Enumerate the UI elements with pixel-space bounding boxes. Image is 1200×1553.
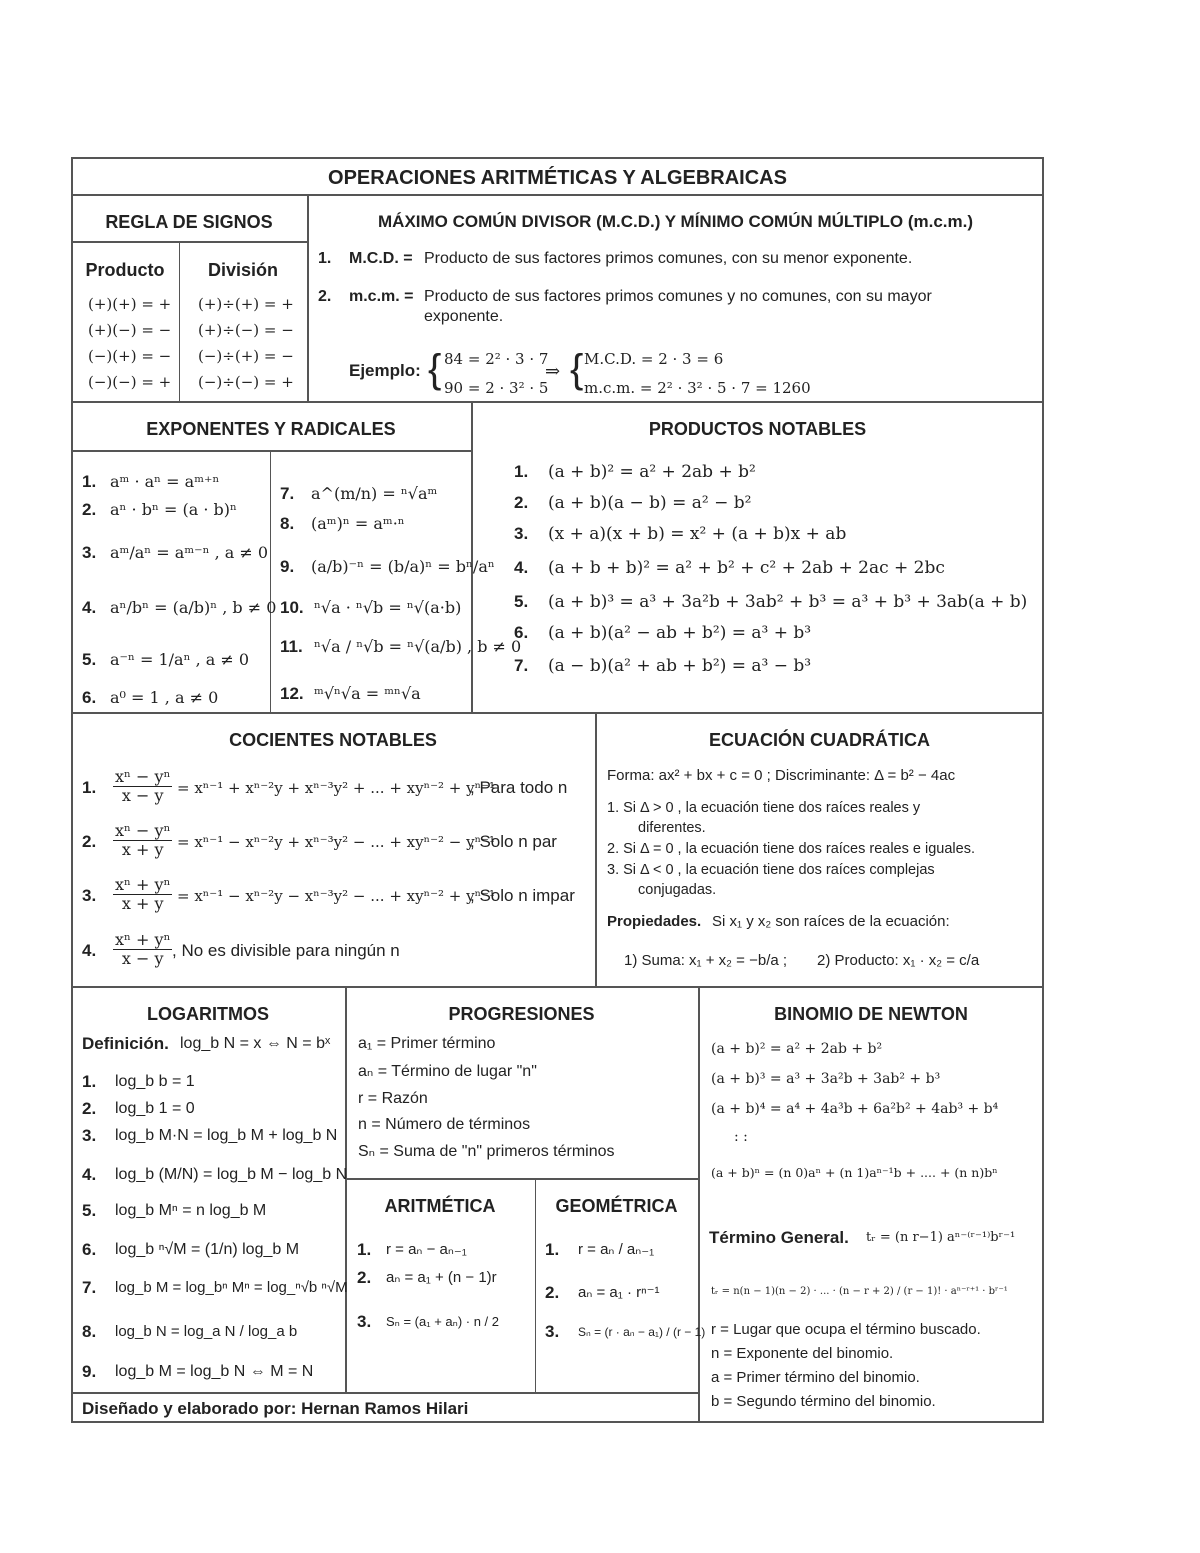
- division-rule: (−)÷(−) = +: [198, 373, 294, 391]
- producto-rule: (−)(−) = +: [88, 373, 172, 391]
- log-rule: log_b Mⁿ = n log_b M: [115, 1202, 267, 1219]
- productos-heading: PRODUCTOS NOTABLES: [648, 419, 867, 439]
- exp-num: 4.: [82, 598, 97, 617]
- cuad-caso: 3. Si Δ < 0 , la ecuación tiene dos raíces complejas: [607, 862, 935, 878]
- brace-right: {: [570, 347, 584, 391]
- coc-numerator: xⁿ + yⁿ: [115, 875, 171, 894]
- page-title: OPERACIONES ARITMÉTICAS Y ALGEBRAICAS: [328, 167, 787, 189]
- producto-heading: Producto: [85, 260, 165, 280]
- bin-formula: : :: [734, 1129, 748, 1145]
- mcm-text: Producto de sus factores primos comunes y no comunes, con su mayor: [424, 288, 932, 305]
- prog-def: a₁ = Primer término: [358, 1035, 496, 1052]
- bin-legend: b = Segundo término del binomio.: [711, 1393, 936, 1410]
- arit-num: 2.: [357, 1268, 372, 1287]
- coc-rhs: = xⁿ⁻¹ − xⁿ⁻²y − xⁿ⁻³y² − ... + xyⁿ⁻² + yⁿ⁻¹: [177, 887, 496, 905]
- coc-denominator: x + y: [121, 840, 164, 859]
- exp-num: 10.: [280, 598, 304, 617]
- log-rule: log_b N = log_a N / log_a b: [115, 1323, 298, 1340]
- exp-rule: ⁿ√a / ⁿ√b = ⁿ√(a/b) , b ≠ 0: [314, 637, 522, 656]
- log-num: 7.: [82, 1278, 97, 1297]
- prod-formula: (x + a)(x + b) = x² + (a + b)x + ab: [548, 524, 847, 544]
- log-num: 4.: [82, 1165, 97, 1184]
- divider: [71, 450, 471, 452]
- coc-numerator: xⁿ − yⁿ: [115, 767, 171, 786]
- bin-legend: r = Lugar que ocupa el término buscado.: [711, 1321, 981, 1338]
- cuad-caso: 1. Si Δ > 0 , la ecuación tiene dos raíces reales y: [607, 800, 921, 816]
- ejemplo-90: 90 = 2 · 3² · 5: [444, 379, 549, 397]
- coc-fraction: [113, 931, 172, 968]
- log-rule: log_b M = log_b N ⇔ M = N: [115, 1363, 314, 1380]
- exp-rule: a^(m/n) = ⁿ√aᵐ: [311, 484, 438, 503]
- prod-num: 5.: [514, 592, 529, 611]
- log-num: 1.: [82, 1072, 97, 1091]
- prod-formula: (a + b)(a² − ab + b²) = a³ + b³: [548, 623, 812, 643]
- divider: [71, 1392, 698, 1394]
- binomio-heading: BINOMIO DE NEWTON: [774, 1004, 968, 1024]
- exp-num: 12.: [280, 684, 304, 703]
- coc-denominator: x − y: [121, 786, 164, 805]
- prod-num: 1.: [514, 462, 529, 481]
- divider: [270, 450, 271, 712]
- cuad-propiedades-text: Si x₁ y x₂ son raíces de la ecuación:: [712, 913, 950, 930]
- progresiones-heading: PROGRESIONES: [448, 1004, 595, 1024]
- prog-def: Sₙ = Suma de "n" primeros términos: [358, 1143, 615, 1160]
- cuad-forma: Forma: ax² + bx + c = 0 ; Discriminante: Δ = b² − 4ac: [607, 767, 956, 784]
- exp-num: 3.: [82, 543, 97, 562]
- log-num: 3.: [82, 1126, 97, 1145]
- coc-num: 2.: [82, 832, 97, 851]
- exp-rule: a⁻ⁿ = 1/aⁿ , a ≠ 0: [110, 650, 250, 669]
- termino-r-formula: tᵣ = n(n − 1)(n − 2) · ... · (n − r + 2) / (r − 1)! · aⁿ⁻ʳ⁺¹ · bʳ⁻¹: [711, 1286, 1008, 1297]
- exp-num: 2.: [82, 500, 97, 519]
- prod-formula: (a + b)² = a² + 2ab + b²: [548, 462, 756, 482]
- bin-legend: n = Exponente del binomio.: [711, 1345, 894, 1362]
- exp-rule: ᵐ√ⁿ√a = ᵐⁿ√a: [314, 684, 421, 703]
- coc-fraction: [113, 876, 172, 913]
- log-rule: log_b 1 = 0: [115, 1100, 195, 1117]
- exp-num: 1.: [82, 472, 97, 491]
- log-num: 5.: [82, 1201, 97, 1220]
- log-num: 8.: [82, 1322, 97, 1341]
- mcd-heading: MÁXIMO COMÚN DIVISOR (M.C.D.) Y MÍNIMO COMÚN MÚLTIPLO (m.c.m.): [378, 212, 973, 231]
- division-heading: División: [207, 260, 278, 280]
- geo-num: 2.: [545, 1283, 560, 1302]
- ejemplo-label: Ejemplo:: [349, 361, 421, 380]
- exp-rule: aᵐ · aⁿ = aᵐ⁺ⁿ: [110, 472, 220, 491]
- implies-arrow: ⇒: [545, 361, 561, 382]
- exp-num: 11.: [280, 637, 303, 656]
- cuad-caso: 2. Si Δ = 0 , la ecuación tiene dos raíces reales e iguales.: [607, 841, 975, 857]
- coc-num: 3.: [82, 886, 97, 905]
- author-credit: Diseñado y elaborado por: Hernan Ramos Hilari: [82, 1399, 469, 1418]
- arit-num: 3.: [357, 1312, 372, 1331]
- mcd-text: Producto de sus factores primos comunes, con su menor exponente.: [424, 250, 913, 267]
- exp-rule: a⁰ = 1 , a ≠ 0: [110, 688, 219, 707]
- divider: [71, 194, 1044, 196]
- aritmetica-heading: ARITMÉTICA: [384, 1196, 496, 1216]
- mcd-key: M.C.D. =: [349, 250, 413, 267]
- geo-formula: Sₙ = (r · aₙ − a₁) / (r − 1): [578, 1325, 706, 1339]
- bin-formula: (a + b)³ = a³ + 3a²b + 3ab² + b³: [711, 1071, 941, 1087]
- cuad-propiedades-label: Propiedades.: [607, 913, 702, 930]
- coc-note: , Para todo n: [470, 778, 568, 797]
- prod-num: 3.: [514, 524, 529, 543]
- logaritmos-heading: LOGARITMOS: [147, 1004, 269, 1024]
- coc-note: , Solo n impar: [470, 886, 575, 905]
- coc-fraction: [113, 768, 172, 805]
- prod-formula: (a + b)(a − b) = a² − b²: [548, 493, 752, 513]
- log-rule: log_b ⁿ√M = (1/n) log_b M: [115, 1241, 300, 1258]
- geo-num: 1.: [545, 1240, 560, 1259]
- ejemplo-84: 84 = 2² · 3 · 7: [444, 350, 549, 368]
- geometrica-heading: GEOMÉTRICA: [555, 1196, 678, 1216]
- bin-legend: a = Primer término del binomio.: [711, 1369, 920, 1386]
- divider: [71, 401, 1044, 403]
- coc-note: , Solo n par: [470, 832, 557, 851]
- exp-num: 9.: [280, 557, 295, 576]
- exp-rule: aⁿ · bⁿ = (a · b)ⁿ: [110, 500, 237, 519]
- signos-heading: REGLA DE SIGNOS: [105, 212, 273, 232]
- exp-rule: ⁿ√a · ⁿ√b = ⁿ√(a·b): [314, 598, 462, 617]
- cuad-caso-cont: diferentes.: [638, 820, 706, 836]
- division-rule: (−)÷(+) = −: [198, 347, 294, 365]
- division-rule: (+)÷(+) = +: [198, 295, 294, 313]
- coc-note: , No es divisible para ningún n: [172, 941, 400, 960]
- cuad-caso-cont: conjugadas.: [638, 882, 717, 898]
- producto-rule: (−)(+) = −: [88, 347, 172, 365]
- mcm-key: m.c.m. =: [349, 288, 414, 305]
- coc-denominator: x + y: [121, 894, 164, 913]
- arit-formula: Sₙ = (a₁ + aₙ) · n / 2: [386, 1314, 500, 1329]
- log-def: log_b N = x ⇔ N = bˣ: [180, 1035, 331, 1052]
- divider: [345, 1178, 698, 1180]
- arit-num: 1.: [357, 1240, 372, 1259]
- log-num: 2.: [82, 1099, 97, 1118]
- mcm-text-cont: exponente.: [424, 308, 504, 325]
- exp-num: 7.: [280, 484, 295, 503]
- bin-formula: (a + b)⁴ = a⁴ + 4a³b + 6a²b² + 4ab³ + b⁴: [711, 1101, 999, 1117]
- brace-left: {: [428, 347, 442, 391]
- termino-general-label: Término General.: [709, 1228, 849, 1247]
- divider: [345, 986, 347, 1392]
- coc-rhs: = xⁿ⁻¹ − xⁿ⁻²y + xⁿ⁻³y² − ... + xyⁿ⁻² − yⁿ⁻¹: [177, 833, 496, 851]
- coc-num: 1.: [82, 778, 97, 797]
- exp-rule: aⁿ/bⁿ = (a/b)ⁿ , b ≠ 0: [110, 598, 277, 617]
- log-rule: log_b M·N = log_b M + log_b N: [115, 1127, 338, 1144]
- divider: [71, 712, 1044, 714]
- prog-def: r = Razón: [358, 1090, 428, 1107]
- prod-formula: (a + b + b)² = a² + b² + c² + 2ab + 2ac + 2bc: [548, 558, 945, 578]
- exp-num: 5.: [82, 650, 97, 669]
- prod-formula: (a + b)³ = a³ + 3a²b + 3ab² + b³ = a³ + b³ + 3ab(a + b): [548, 592, 1028, 612]
- log-rule: log_b (M/N) = log_b M − log_b N: [115, 1166, 348, 1183]
- prog-def: n = Número de términos: [358, 1116, 531, 1133]
- log-num: 6.: [82, 1240, 97, 1259]
- exp-rule: aᵐ/aⁿ = aᵐ⁻ⁿ , a ≠ 0: [110, 543, 269, 562]
- exp-rule: (a/b)⁻ⁿ = (b/a)ⁿ = bⁿ/aⁿ: [311, 557, 495, 576]
- exponentes-heading: EXPONENTES Y RADICALES: [146, 419, 396, 439]
- prod-num: 4.: [514, 558, 529, 577]
- coc-num: 4.: [82, 941, 97, 960]
- cocientes-heading: COCIENTES NOTABLES: [229, 730, 437, 750]
- coc-numerator: xⁿ + yⁿ: [115, 930, 171, 949]
- division-rule: (+)÷(−) = −: [198, 321, 294, 339]
- coc-numerator: xⁿ − yⁿ: [115, 821, 171, 840]
- log-rule: log_b M = log_bⁿ Mⁿ = log_ⁿ√b ⁿ√M: [115, 1279, 348, 1296]
- log-def-label: Definición.: [82, 1034, 169, 1053]
- geo-formula: aₙ = a₁ · rⁿ⁻¹: [578, 1284, 660, 1301]
- geo-num: 3.: [545, 1322, 560, 1341]
- exp-num: 6.: [82, 688, 97, 707]
- producto-rule: (+)(+) = +: [88, 295, 172, 313]
- prog-def: aₙ = Término de lugar "n": [358, 1063, 537, 1080]
- coc-fraction: [113, 822, 172, 859]
- prod-num: 6.: [514, 623, 529, 642]
- divider: [71, 241, 307, 243]
- prod-num: 2.: [514, 493, 529, 512]
- cuad-producto: 2) Producto: x₁ · x₂ = c/a: [817, 952, 980, 969]
- log-rule: log_b b = 1: [115, 1073, 195, 1090]
- divider: [595, 712, 597, 986]
- ejemplo-mcd: M.C.D. = 2 · 3 = 6: [584, 350, 724, 368]
- mcd-num: 1.: [318, 250, 332, 267]
- exp-rule: (aᵐ)ⁿ = aᵐ·ⁿ: [311, 514, 405, 533]
- cuad-suma: 1) Suma: x₁ + x₂ = −b/a ;: [624, 952, 788, 969]
- divider: [698, 986, 700, 1423]
- coc-denominator: x − y: [121, 949, 164, 968]
- ejemplo-mcm: m.c.m. = 2² · 3² · 5 · 7 = 1260: [584, 379, 811, 397]
- arit-formula: aₙ = a₁ + (n − 1)r: [386, 1269, 497, 1286]
- bin-formula: (a + b)² = a² + 2ab + b²: [711, 1041, 883, 1057]
- cuadratica-heading: ECUACIÓN CUADRÁTICA: [709, 730, 930, 750]
- mcm-num: 2.: [318, 288, 332, 305]
- termino-general-formula: tᵣ = (n r−1) aⁿ⁻⁽ʳ⁻¹⁾bʳ⁻¹: [866, 1230, 1016, 1245]
- producto-rule: (+)(−) = −: [88, 321, 172, 339]
- exp-num: 8.: [280, 514, 295, 533]
- coc-rhs: = xⁿ⁻¹ + xⁿ⁻²y + xⁿ⁻³y² + ... + xyⁿ⁻² + yⁿ⁻¹: [177, 779, 496, 797]
- log-num: 9.: [82, 1362, 97, 1381]
- bin-formula: (a + b)ⁿ = (n 0)aⁿ + (n 1)aⁿ⁻¹b + .... + (n n)bⁿ: [711, 1165, 998, 1180]
- arit-formula: r = aₙ − aₙ₋₁: [386, 1241, 467, 1258]
- divider: [71, 986, 1044, 988]
- geo-formula: r = aₙ / aₙ₋₁: [578, 1241, 655, 1258]
- prod-num: 7.: [514, 656, 529, 675]
- prod-formula: (a − b)(a² + ab + b²) = a³ − b³: [548, 656, 812, 676]
